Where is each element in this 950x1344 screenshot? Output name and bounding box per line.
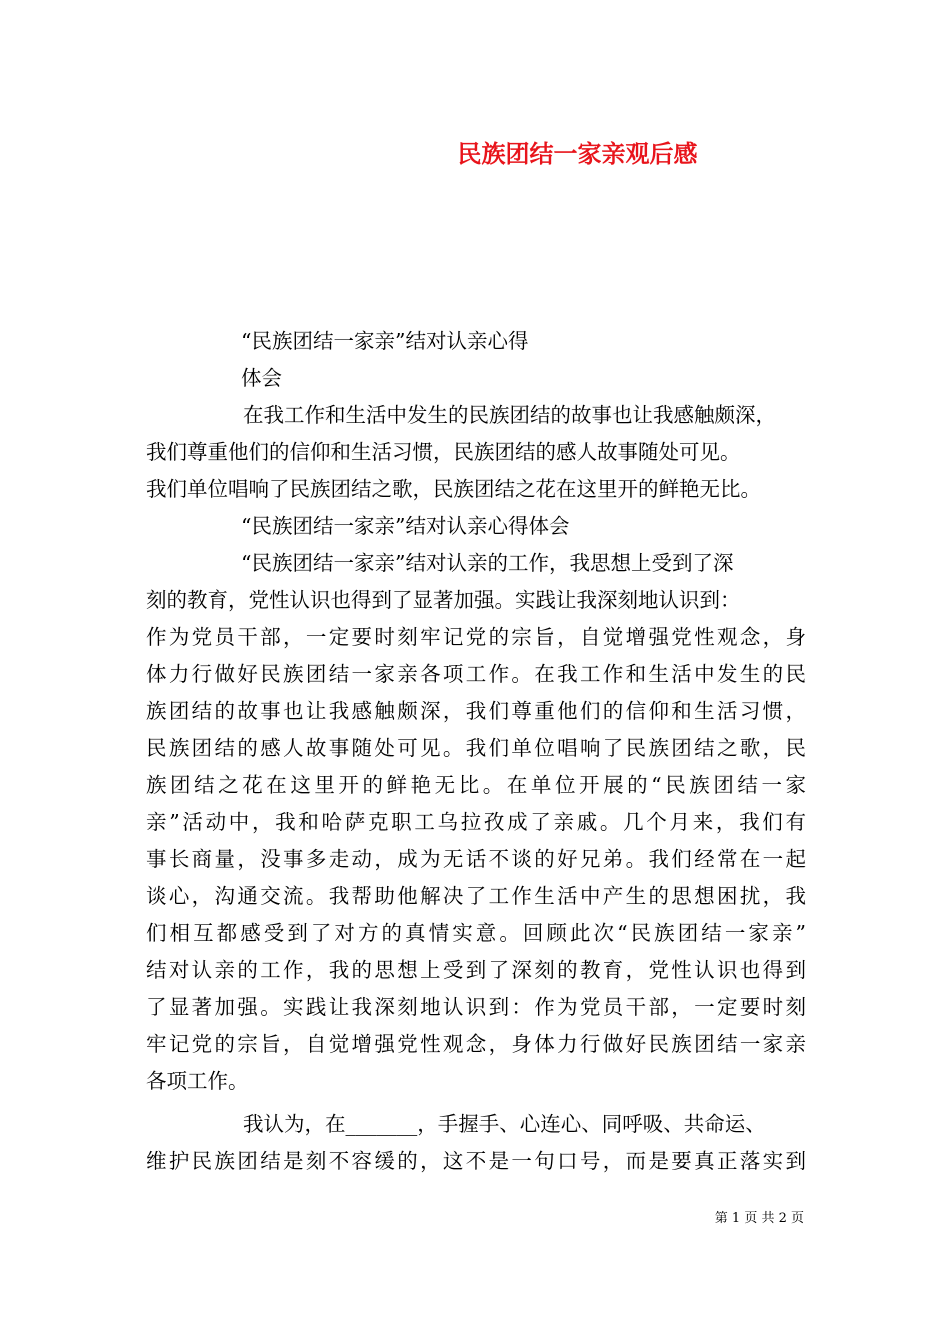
text-line: 谈心，沟通交流。我帮助他解决了工作生活中产生的思想困扰，我 — [146, 884, 806, 908]
document-body — [146, 323, 806, 1180]
text-line: 体力行做好民族团结一家亲各项工作。在我工作和生活中发生的民 — [146, 662, 806, 686]
text-line: “民族团结一家亲”结对认亲心得体会 — [241, 514, 570, 538]
page-footer: 第 1 页 共 2 页 — [714, 1211, 804, 1226]
text-line: 刻的教育，党性认识也得到了显著加强。实践让我深刻地认识到： — [146, 588, 741, 612]
text-line: 我认为，在_______，手握手、心连心、同呼吸、共命运、 — [243, 1112, 766, 1136]
text-line: 亲”活动中，我和哈萨克职工乌拉孜成了亲戚。几个月来，我们有 — [146, 810, 806, 834]
text-line: 我们单位唱响了民族团结之歌，民族团结之花在这里开的鲜艳无比。 — [146, 477, 761, 501]
text-line: “民族团结一家亲”结对认亲的工作，我思想上受到了深 — [241, 551, 734, 575]
text-line: 结对认亲的工作，我的思想上受到了深刻的教育，党性认识也得到 — [146, 958, 806, 982]
text-line: 事长商量，没事多走动，成为无话不谈的好兄弟。我们经常在一起 — [146, 847, 806, 871]
page-title: 民族团结一家亲观后感 — [457, 139, 698, 168]
text-line: 族团结之花在这里开的鲜艳无比。在单位开展的“民族团结一家 — [146, 773, 806, 797]
text-line: 维护民族团结是刻不容缓的，这不是一句口号，而是要真正落实到 — [146, 1149, 806, 1173]
text-line: “民族团结一家亲”结对认亲心得 — [241, 329, 529, 353]
text-line: 了显著加强。实践让我深刻地认识到：作为党员干部，一定要时刻 — [146, 995, 806, 1019]
text-line: 民族团结的感人故事随处可见。我们单位唱响了民族团结之歌，民 — [146, 736, 806, 760]
text-line: 在我工作和生活中发生的民族团结的故事也让我感触颇深， — [243, 403, 776, 427]
text-line: 我们尊重他们的信仰和生活习惯，民族团结的感人故事随处可见。 — [146, 440, 741, 464]
text-line: 族团结的故事也让我感触颇深，我们尊重他们的信仰和生活习惯， — [146, 699, 806, 723]
text-line: 们相互都感受到了对方的真情实意。回顾此次“民族团结一家亲” — [146, 921, 806, 945]
text-line: 各项工作。 — [146, 1069, 249, 1093]
text-line: 体会 — [241, 366, 282, 390]
text-line: 作为党员干部，一定要时刻牢记党的宗旨，自觉增强党性观念，身 — [146, 625, 806, 649]
text-line: 牢记党的宗旨，自觉增强党性观念，身体力行做好民族团结一家亲 — [146, 1032, 806, 1056]
